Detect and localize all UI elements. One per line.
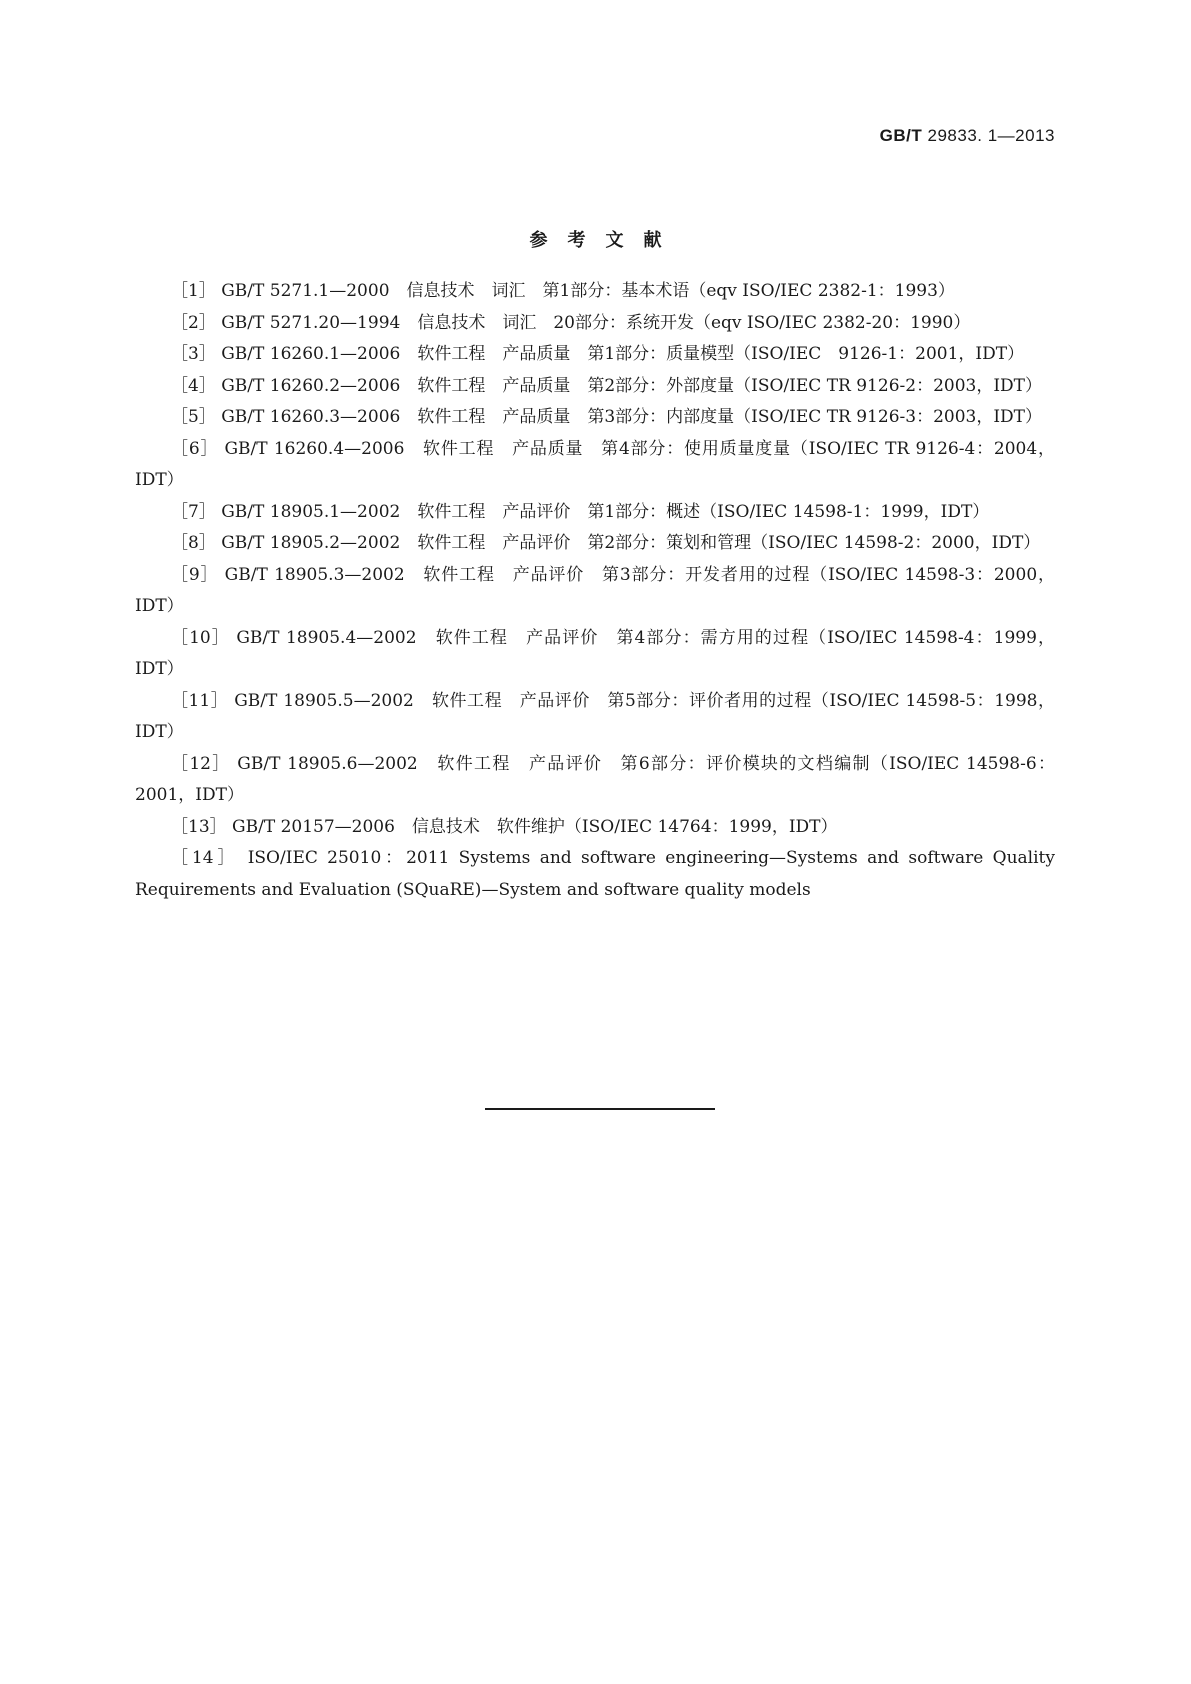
standard-number: 29833. 1—2013 (922, 126, 1055, 145)
reference-item-5: ［5］ GB/T 16260.3—2006 软件工程 产品质量 第3部分：内部度量（ISO/IEC TR 9126-3：2003，IDT） (171, 407, 1043, 427)
reference-item-6: ［6］ GB/T 16260.4—2006 软件工程 产品质量 第4部分：使用质量度量（ISO/IEC TR 9126-4：2004，IDT） (135, 438, 1055, 490)
reference-item-12: ［12］ GB/T 18905.6—2002 软件工程 产品评价 第6部分：评价模块的文档编制（ISO/IEC 14598-6：2001，IDT） (135, 753, 1055, 805)
reference-item-8: ［8］ GB/T 18905.2—2002 软件工程 产品评价 第2部分：策划和管理（ISO/IEC 14598-2：2000，IDT） (171, 533, 1041, 553)
reference-item-3: ［3］ GB/T 16260.1—2006 软件工程 产品质量 第1部分：质量模型（ISO/IEC 9126-1：2001，IDT） (171, 344, 1025, 364)
reference-item-13: ［13］ GB/T 20157—2006 信息技术 软件维护（ISO/IEC 14764：1999，IDT） (171, 816, 838, 837)
reference-item-14: ［14］ ISO/IEC 25010：2011 Systems and software engineering—Systems and software Quality Requirements and Evaluation (SQuaRE)—System and software quality models (135, 848, 1055, 900)
reference-list (135, 276, 1055, 906)
reference-item-9: ［9］ GB/T 18905.3—2002 软件工程 产品评价 第3部分：开发者用的过程（ISO/IEC 14598-3：2000，IDT） (135, 564, 1055, 616)
reference-item-10: ［10］ GB/T 18905.4—2002 软件工程 产品评价 第4部分：需方用的过程（ISO/IEC 14598-4：1999，IDT） (135, 627, 1055, 679)
reference-item-7: ［7］ GB/T 18905.1—2002 软件工程 产品评价 第1部分：概述（ISO/IEC 14598-1：1999，IDT） (171, 501, 990, 522)
standard-prefix: GB/T (879, 126, 923, 145)
section-title: 参考文献 (529, 230, 682, 251)
reference-item-4: ［4］ GB/T 16260.2—2006 软件工程 产品质量 第2部分：外部度量（ISO/IEC TR 9126-2：2003，IDT） (171, 375, 1043, 396)
page-header-standard-number (880, 126, 1055, 146)
reference-item-2: ［2］ GB/T 5271.20—1994 信息技术 词汇 20部分：系统开发（eqv ISO/IEC 2382-20：1990） (171, 312, 971, 333)
reference-item-11: ［11］ GB/T 18905.5—2002 软件工程 产品评价 第5部分：评价者用的过程（ISO/IEC 14598-5：1998，IDT） (135, 690, 1055, 742)
reference-item-1: ［1］ GB/T 5271.1—2000 信息技术 词汇 第1部分：基本术语（eqv ISO/IEC 2382-1：1993） (171, 281, 955, 301)
end-of-document-rule (485, 1108, 715, 1110)
